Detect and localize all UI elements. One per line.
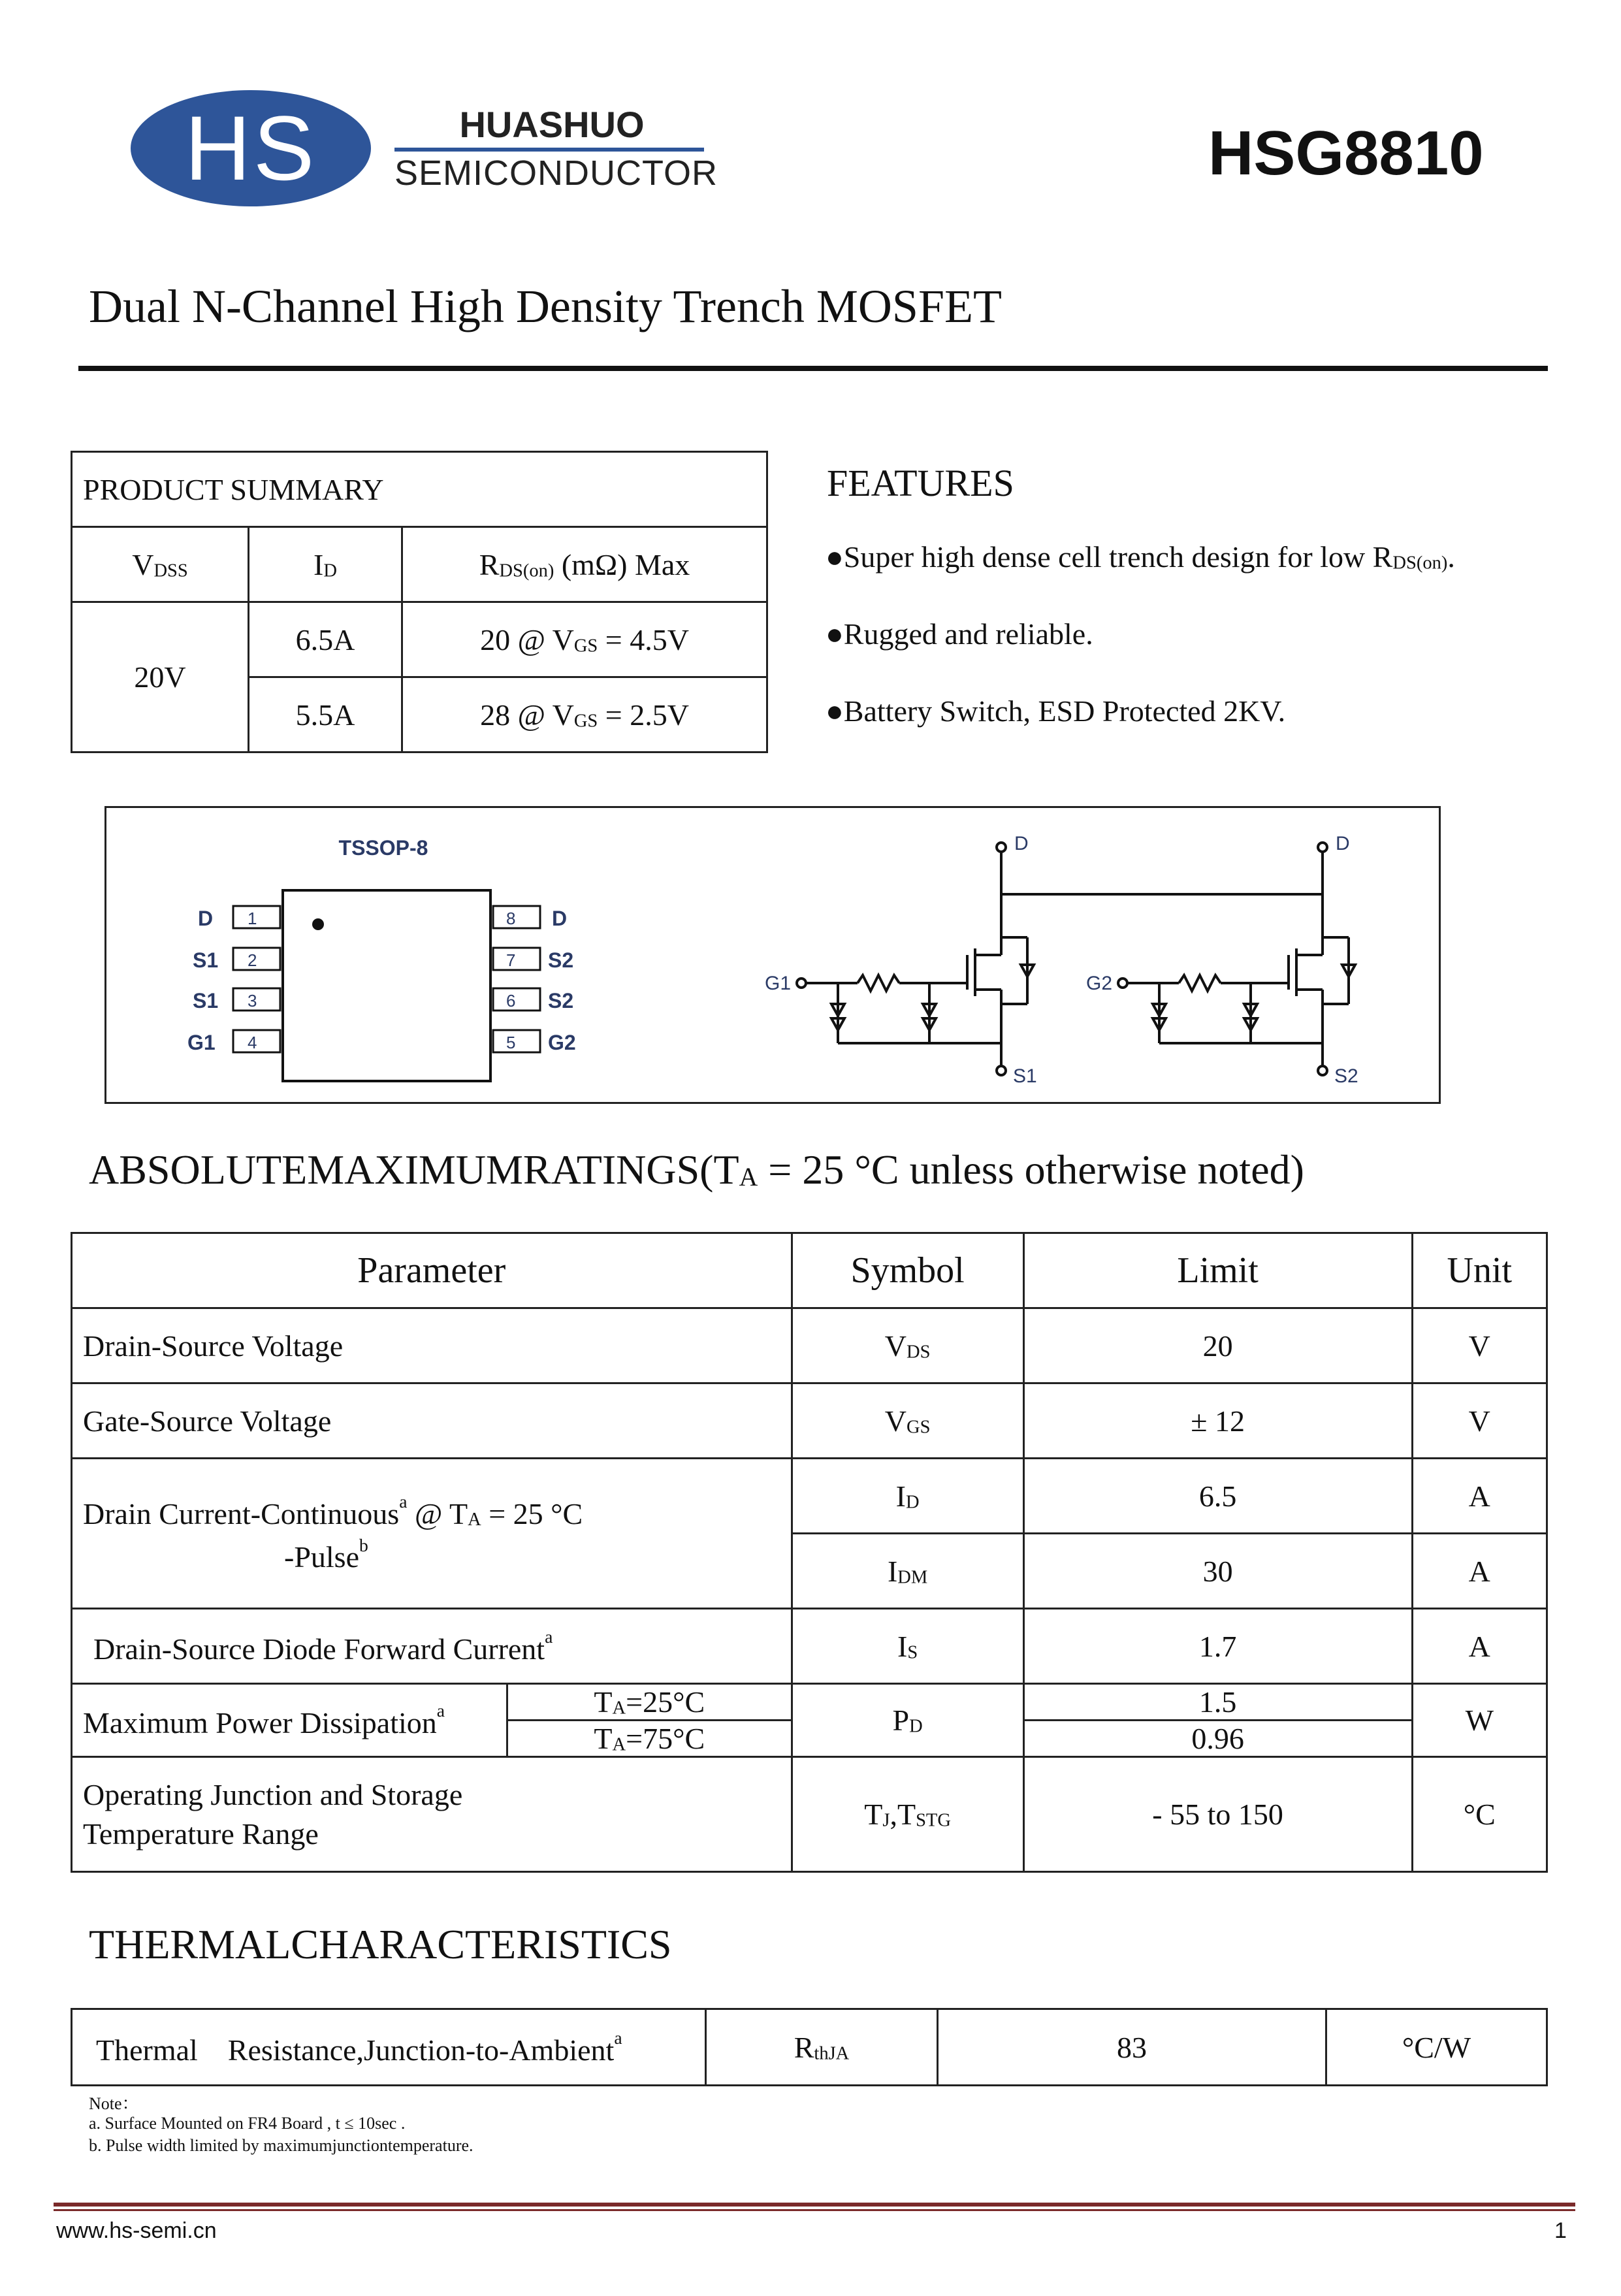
table-row: $T_A=75^\circ C$ 0.96 [72,1721,1547,1757]
page-title: Dual N-Channel High Density Trench MOSFET [89,280,1002,332]
pin-right [493,988,573,1012]
schematic-label-s1: S1 [1013,1065,1037,1087]
pin1-marker [312,918,324,930]
mosfet-schematic [797,843,1355,1075]
svg-text:S2: S2 [548,948,574,972]
feature-item: ●Rugged and reliable. [826,617,1093,651]
svg-text:G2: G2 [548,1031,576,1054]
footer-rule [54,2203,1575,2207]
schematic-label-g1: G1 [765,973,792,994]
abs-max-heading: $ABSOLUTEMAXIMUMRATINGS(T_A = 25$ °C unless otherwise noted) [89,1146,1304,1193]
product-summary-table [71,451,768,753]
table-row: Thermal Resistance,Junction-to-Ambient$^a$ $R_{thJA}$ 83 °C/W [72,2009,1547,2086]
pin-right [493,1030,576,1054]
rds-value: 28 @ $V_{GS} = 2.5V$ [402,677,767,752]
schematic-label-g2: G2 [1086,973,1113,994]
svg-text:S2: S2 [548,989,574,1012]
col-vdss: $V_{DSS}$ [72,527,249,602]
svg-text:D: D [552,907,568,930]
svg-text:S1: S1 [193,948,219,972]
title-divider [78,366,1548,371]
thermal-heading: THERMALCHARACTERISTICS [89,1921,672,1967]
col-rds: $R_{DS(on)}$ (mΩ) Max [402,527,767,602]
package-diagram-svg [106,808,1439,1102]
logo-company-division: SEMICONDUCTOR [394,154,718,193]
table-row: Drain Current-Continuous$^a$ @ $T_A = 25$ °C -Pulse$^b$ $I_D$ 6.5 A [72,1459,1547,1534]
svg-text:3: 3 [248,991,257,1011]
svg-text:5: 5 [506,1033,516,1052]
thermal-table [71,2008,1548,2086]
logo-initials: HS [184,97,317,199]
svg-text:6: 6 [506,991,516,1011]
table-row: Drain-Source Diode Forward Current$^a$ $I_S$ 1.7 A [72,1609,1547,1684]
note-a: a. Surface Mounted on FR4 Board , t ≤ 10sec . [89,2114,406,2133]
id-value: 5.5A [249,677,402,752]
package-diagram [104,806,1441,1104]
svg-text:8: 8 [506,909,516,928]
note-b: b. Pulse width limited by maximumjunctiontemperature. [89,2136,473,2155]
svg-text:4: 4 [248,1033,257,1052]
schematic-label-s2: S2 [1334,1065,1358,1087]
feature-item: ●Battery Switch, ESD Protected 2KV. [826,694,1286,728]
table-row: $I_{DM}$ 30 A [72,1534,1547,1609]
col-unit: Unit [1412,1233,1547,1308]
schematic-label-d2: D [1336,833,1350,854]
svg-text:G1: G1 [187,1031,216,1054]
abs-max-table [71,1232,1548,1873]
id-value: 6.5A [249,602,402,677]
logo-rule [394,148,704,152]
package-name: TSSOP-8 [338,836,428,860]
feature-item: ●Super high dense cell trench design for low $R_{DS(on)}$. [826,540,1455,574]
rds-value: 20 @ $V_{GS} = 4.5V$ [402,602,767,677]
svg-text:7: 7 [506,950,516,970]
pin-left [193,948,280,972]
pin-left [198,906,280,930]
pin-left [193,988,280,1012]
table-row: Gate-Source Voltage $V_{GS}$ ± 12 V [72,1383,1547,1459]
pin-right [493,906,567,930]
part-number: HSG8810 [1208,118,1484,188]
col-id: $I_D$ [249,527,402,602]
svg-text:1: 1 [248,909,257,928]
pin-left [187,1030,280,1054]
footer-rule [54,2209,1575,2211]
page-number: 1 [1554,2218,1567,2243]
col-parameter: Parameter [72,1233,792,1308]
svg-text:S1: S1 [193,989,219,1012]
logo-company-name: HUASHUO [459,104,645,145]
features-heading: FEATURES [827,462,1014,504]
table-row: Drain-Source Voltage $V_{DS}$ 20 V [72,1308,1547,1383]
schematic-label-d1: D [1014,833,1029,854]
package-body [283,890,490,1081]
table-row: Maximum Power Dissipation$^a$ $T_A=25^\circ C$ $P_D$ 1.5 W [72,1684,1547,1721]
pin-right [493,948,573,972]
footer-url: www.hs-semi.cn [56,2218,217,2243]
vdss-value: 20V [72,602,249,752]
note-heading: Note： [89,2094,139,2113]
svg-text:D: D [198,907,214,930]
table-row: Operating Junction and Storage Temperature Range $T_J,T_{STG}$ - 55 to 150 °C [72,1757,1547,1872]
svg-text:2: 2 [248,950,257,970]
col-symbol: Symbol [792,1233,1023,1308]
product-summary-heading: PRODUCT SUMMARY [72,452,767,527]
col-limit: Limit [1023,1233,1412,1308]
